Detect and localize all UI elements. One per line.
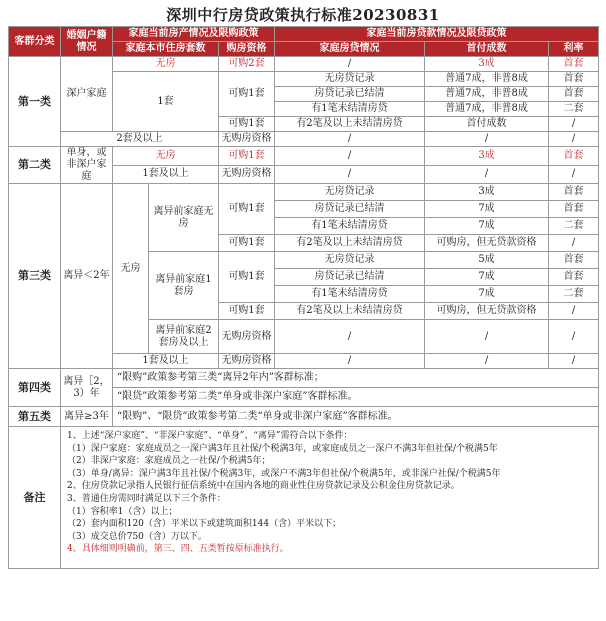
header-row-1 xyxy=(9,27,599,42)
household-label: 离异［2，3）年 xyxy=(61,369,113,407)
table-row: 离异前家庭2套房及以上 无购房资格 / / / xyxy=(9,320,599,337)
table-row: 第一类 深户家庭 无房 可购2套 / 3成 首套 xyxy=(9,57,599,72)
table-row: 1套及以上 无购房资格 / / / xyxy=(9,354,599,369)
table-row: 离异前家庭1套房 可购1套 无房贷记录 5成 首套 xyxy=(9,252,599,269)
table-row: 第四类 离异［2，3）年 “限购”政策参考第三类“离异2年内”客群标准； xyxy=(9,369,599,388)
table-row: 第五类 离异≥3年 “限购”、“限贷”政策参考第二类“单身或非深户家庭”客群标准。 xyxy=(9,407,599,427)
policy-table xyxy=(8,26,599,569)
table-row: 第三类 离异＜2年 无房 离异前家庭无房 可购1套 无房贷记录 3成 首套 xyxy=(9,184,599,201)
header-loan-situation: 家庭房贷情况 xyxy=(275,42,425,57)
table-row: 房贷记录已结清 7成 首套 xyxy=(9,269,599,286)
table-row: 有1笔未结清房贷 普通7成，非普8成 二套 xyxy=(9,102,599,117)
header-category: 客群分类 xyxy=(9,27,61,57)
table-row: 1套 可购1套 无房贷记录 普通7成，非普8成 首套 xyxy=(9,72,599,87)
table-row: 房贷记录已结清 7成 首套 xyxy=(9,201,599,218)
page-title: 深圳中行房贷政策执行标准20230831 xyxy=(166,6,440,24)
category-label: 第二类 xyxy=(9,147,61,184)
table-row: 有1笔未结清房贷 7成 二套 xyxy=(9,218,599,235)
notes-content: 1、上述“深户家庭”、“非深户家庭”、“单身”、“离异”需符合以下条件： （1）深户家庭：家庭成员之一深户满3年且社保/个税满3年，或家庭成员之一深户不满3年但社保/个税满5年 （2）非深户家庭：家庭成员之一社保/个税满5年； （3）单身/离异：深户满3年且社保/个税满3年，或深户不满3年但社保/个税满5年，或非深户社保/个税满5年 2、住房贷款记录指人民银行征信系统中在国内各地的商业性住房贷款记录及公积金住房贷款记录。 3、普通住房需同时满足以下三个条件： （1）容积率1（含）以上； （2）套内面积120（含）平米以下或建筑面积144（含）平米以下； （3）成交总价750（含）万以下。 4、具体细则明确前，第三、四、五类暂按原标准执行。 xyxy=(61,427,599,569)
table-row: 第二类 单身，或非深户家庭 无房 可购1套 / 3成 首套 xyxy=(9,147,599,166)
category-label: 第四类 xyxy=(9,369,61,407)
table-row: “限贷”政策参考第二类“单身或非深户家庭”客群标准。 xyxy=(9,388,599,407)
table-row: 可购1套 有2笔及以上未结清房贷 可购房，但无贷款资格 / xyxy=(9,303,599,320)
notes-label: 备注 xyxy=(9,427,61,569)
table-row: 可购1套 有2笔及以上未结清房贷 首付成数 / xyxy=(9,117,599,132)
notes-highlight: 4、具体细则明确前，第三、四、五类暂按原标准执行。 xyxy=(67,544,289,555)
category-label: 第三类 xyxy=(9,184,61,369)
household-label: 离异≥3年 xyxy=(61,407,113,427)
table-row: 可购1套 有2笔及以上未结清房贷 可购房，但无贷款资格 / xyxy=(9,235,599,252)
header-house-count: 家庭本市住房套数 xyxy=(113,42,219,57)
household-label: 深户家庭 xyxy=(61,57,113,132)
notes-row xyxy=(9,427,599,569)
category-label: 第五类 xyxy=(9,407,61,427)
household-label: 离异＜2年 xyxy=(61,184,113,369)
table-row: 1套及以上 无购房资格 / / / xyxy=(9,165,599,184)
header-loan-group: 家庭当前房贷款情况及限贷政策 xyxy=(275,27,599,42)
header-household: 婚姻户籍情况 xyxy=(61,27,113,57)
table-row: 有1笔未结清房贷 7成 二套 xyxy=(9,286,599,303)
table-row: 2套及以上 无购房资格 / / / xyxy=(9,132,599,147)
category-label: 第一类 xyxy=(9,57,61,147)
header-purchase-group: 家庭当前房产情况及限购政策 xyxy=(113,27,275,42)
header-rate: 利率 xyxy=(549,42,599,57)
header-down-payment: 首付成数 xyxy=(425,42,549,57)
household-label: 单身，或非深户家庭 xyxy=(61,147,113,184)
table-row: 房贷记录已结清 普通7成，非普8成 首套 xyxy=(9,87,599,102)
header-purchase: 购房资格 xyxy=(219,42,275,57)
